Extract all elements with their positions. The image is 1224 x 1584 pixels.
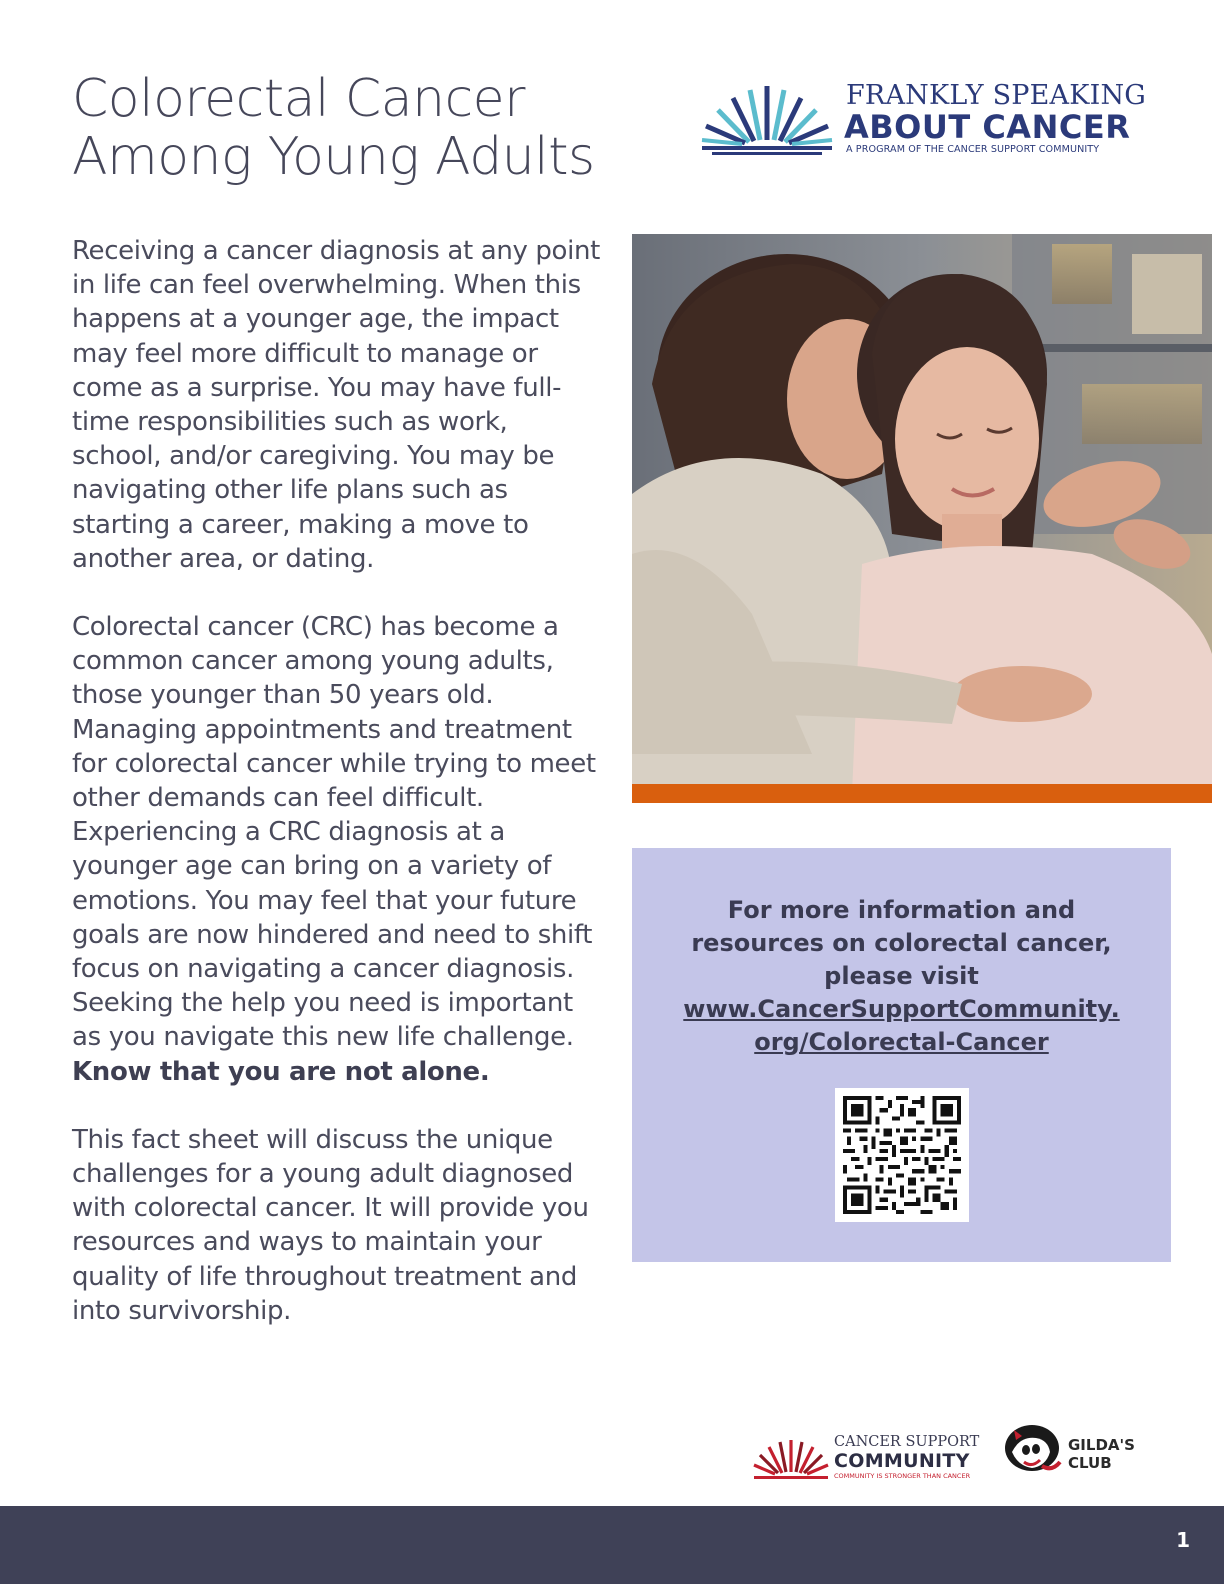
body-text [72, 234, 602, 1362]
paragraph-3: This fact sheet will discuss the unique challenges for a young adult diagnosed with colorectal cancer. It will provide you resources and ways to maintain your quality of life throughout treatment and into survivorship. [72, 1124, 589, 1326]
gilda-line-1: GILDA'S [1068, 1436, 1135, 1454]
info-line-2: resources on colorectal cancer, [691, 929, 1112, 957]
qr-code[interactable] [835, 1088, 969, 1222]
sunburst-red-icon [752, 1438, 830, 1482]
gilda-portrait-icon [1002, 1422, 1062, 1478]
sunburst-icon [700, 82, 834, 156]
logo-line-1: FRANKLY SPEAKING [846, 80, 1147, 111]
footer-bar [0, 1506, 1224, 1584]
cancer-support-community-logo [752, 1434, 992, 1484]
photo-two-women [632, 234, 1212, 784]
csc-line-1: CANCER SUPPORT [834, 1434, 980, 1450]
photo-illustration [632, 234, 1212, 784]
logo-line-2: ABOUT CANCER [844, 108, 1131, 146]
csc-line-2: COMMUNITY [834, 1450, 970, 1472]
website-link-line-1: www.CancerSupportCommunity. [683, 995, 1120, 1023]
paragraph-1: Receiving a cancer diagnosis at any point in life can feel overwhelming. When this happens at a younger age, the impact may feel more difficult to manage or come as a surprise. You may have full-time responsibilities such as work, school, and/or caregiving. You may be navigating other life plans such as starting a career, making a move to another area, or dating. [72, 236, 600, 574]
logo-tagline: A PROGRAM OF THE CANCER SUPPORT COMMUNITY [846, 144, 1100, 155]
website-link-line-2: org/Colorectal-Cancer [754, 1028, 1049, 1056]
paragraph-2-emphasis: Know that you are not alone. [72, 1056, 490, 1087]
website-link[interactable] [632, 993, 1171, 1059]
gilda-line-2: CLUB [1068, 1454, 1112, 1472]
paragraph-2-text: Colorectal cancer (CRC) has become a common cancer among young adults, those younger than 50 years old. Managing appointments and treatment for colorectal cancer while trying to meet other demands can feel difficult. Experiencing a CRC diagnosis at a younger age can bring on a variety of emotions. You may feel that your future goals are now hindered and need to shift focus on navigating a cancer diagnosis. Seeking the help you need is important as you navigate this new life challenge. [72, 612, 596, 1053]
info-line-3: please visit [824, 962, 979, 990]
page-title [72, 70, 632, 186]
gildas-club-logo [1002, 1420, 1162, 1480]
page-number: 1 [1176, 1528, 1190, 1552]
accent-bar [632, 784, 1212, 803]
info-line-1: For more information and [727, 896, 1076, 924]
csc-tagline: COMMUNITY IS STRONGER THAN CANCER [834, 1472, 971, 1480]
info-box [632, 848, 1171, 1262]
paragraph-2 [72, 610, 602, 1089]
info-text [632, 894, 1171, 1059]
qr-code-icon [843, 1096, 961, 1214]
title-line-2: Among Young Adults [72, 127, 595, 187]
frankly-speaking-logo [700, 80, 1160, 160]
title-line-1: Colorectal Cancer [72, 69, 526, 129]
gildas-club-text [1068, 1436, 1135, 1472]
